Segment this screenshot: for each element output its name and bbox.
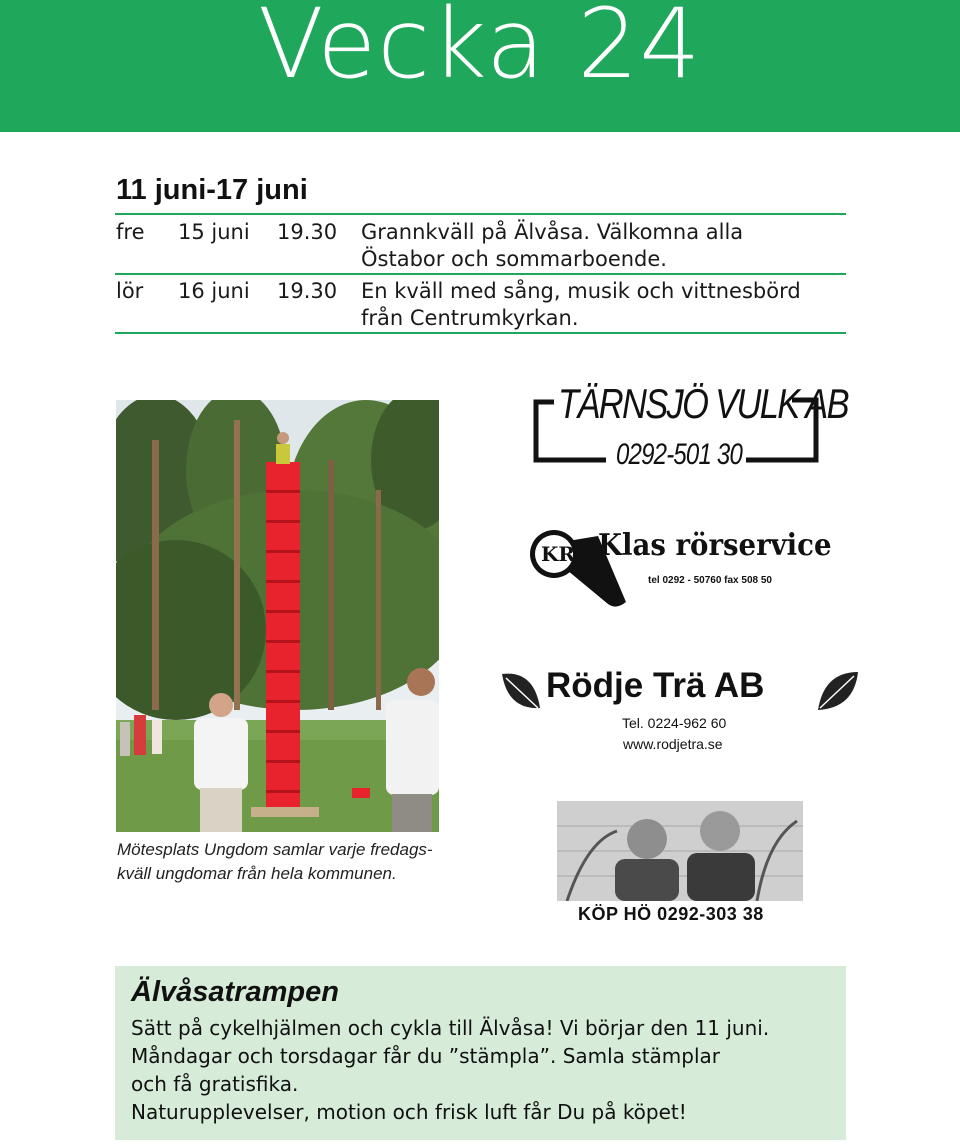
event-description-cont: Östabor och sommarboende. [361, 247, 667, 271]
rodje-tra-name: Rödje Trä AB [546, 666, 765, 705]
event-date: 15 juni [178, 220, 250, 244]
event-date: 16 juni [178, 279, 250, 303]
event-time: 19.30 [277, 279, 338, 303]
leaf-icon [498, 668, 544, 714]
leaf-icon [814, 668, 862, 714]
hay-sale-label: KÖP HÖ 0292-303 38 [578, 904, 764, 924]
crate-stacking-photo [116, 400, 439, 832]
rodje-tra-website: www.rodjetra.se [623, 736, 723, 752]
event-description-cont: från Centrumkyrkan. [361, 306, 579, 330]
klas-rorservice-name: Klas rörservice [598, 528, 832, 563]
divider [115, 273, 846, 275]
klas-rorservice-contact: tel 0292 - 50760 fax 508 50 [648, 575, 772, 586]
header-banner [0, 0, 960, 132]
photo-caption [117, 838, 477, 886]
tarnsjo-vulk-phone: 0292-501 30 [616, 438, 742, 471]
hay-sellers-photo [557, 801, 803, 901]
rodje-tra-phone: Tel. 0224-962 60 [622, 715, 727, 731]
caption-line: kväll ungdomar från hela kommunen. [117, 864, 397, 883]
krs-logo-letters: KRS [541, 542, 590, 566]
event-day: lör [116, 279, 144, 303]
divider [115, 213, 846, 215]
page-title: Vecka 24 [258, 0, 702, 100]
event-description: Grannkväll på Älvåsa. Välkomna alla [361, 220, 744, 244]
alvasatrampen-text-line: Naturupplevelser, motion och frisk luft får Du på köpet! [131, 1100, 687, 1124]
alvasatrampen-text-line: Sätt på cykelhjälmen och cykla till Älvåsa! Vi börjar den 11 juni. [131, 1016, 770, 1040]
caption-line: Mötesplats Ungdom samlar varje fredags- [117, 840, 433, 859]
event-description: En kväll med sång, musik och vittnesbörd [361, 279, 801, 303]
alvasatrampen-text-line: och få gratisfika. [131, 1072, 299, 1096]
alvasatrampen-text-line: Måndagar och torsdagar får du ”stämpla”. Samla stämplar [131, 1044, 721, 1068]
tarnsjo-vulk-name: TÄRNSJÖ VULK AB [558, 380, 848, 427]
event-time: 19.30 [277, 220, 338, 244]
divider [115, 332, 846, 334]
event-day: fre [116, 220, 145, 244]
week-date-range: 11 juni-17 juni [116, 174, 308, 206]
alvasatrampen-title: Älvåsatrampen [131, 976, 339, 1008]
